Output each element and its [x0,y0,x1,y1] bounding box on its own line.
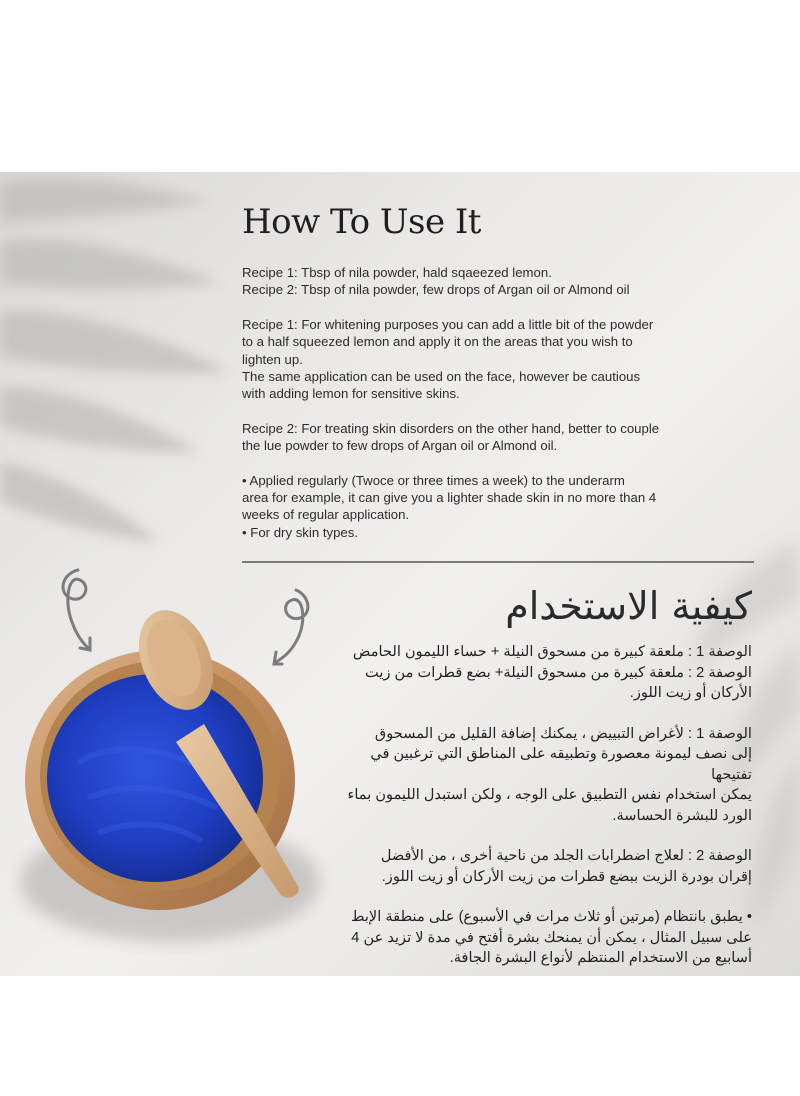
arabic-section [292,584,752,976]
curly-arrow-left-icon [63,570,90,650]
english-paragraph: Recipe 1: For whitening purposes you can add a little bit of the powder to a half squeezed lemon and apply it on the areas that you wish to lighten up. The same application can be used on the face, however be cautious with adding lemon for sensitive skins. [242,316,654,402]
english-paragraph: Recipe 2: For treating skin disorders on the other hand, better to couple the lue powder to few drops of Argan oil or Almond oil. [242,420,660,454]
arabic-paragraph: • يطبق بانتظام (مرتين أو ثلاث مرات في الأسبوع) على منطقة الإبط على سبيل المثال ، يمكن أن يمنحك بشرة أفتح في مدة لا تزيد عن 4 أسابيع من الاستخدام المنتظم لأنواع البشرة الجافة. [351,909,752,966]
content-panel [0,172,800,976]
english-paragraph: Recipe 1: Tbsp of nila powder, hald sqaeezed lemon. Recipe 2: Tbsp of nila powder, few drops of Argan oil or Almond oil [242,265,630,298]
arabic-paragraph: الوصفة 1 : ملعقة كبيرة من مسحوق النيلة + حساء الليمون الحامض الوصفة 2 : ملعقة كبيرة من مسحوق النيلة+ بضع قطرات من زيت الأركان أو زيت اللوز. [352,644,752,701]
arabic-paragraph: الوصفة 2 : لعلاج اضطرابات الجلد من ناحية أخرى ، من الأفضل إقران بودرة الزيت ببضع قطرات من زيت الأركان أو زيت اللوز. [380,848,752,885]
english-paragraph: • Applied regularly (Twoce or three times a week) to the underarm area for example, it can give you a lighter shade skin in no more than 4 weeks of regular application. • For dry skin types. [242,472,657,540]
arabic-title: كيفية الاستخدام [505,584,752,628]
english-title: How To Use It [242,202,481,242]
english-section [242,202,762,558]
arabic-paragraph: الوصفة 1 : لأغراض التبييض ، يمكنك إضافة القليل من المسحوق إلى نصف ليمونة معصورة وتطبيقه على المناطق التي ترغبين في تفتيحها يمكن استخدام نفس التطبيق على الوجه ، ولكن استبدل الليمون بماء الورد للبشرة الحساسة. [347,725,752,824]
product-illustration [0,552,340,976]
